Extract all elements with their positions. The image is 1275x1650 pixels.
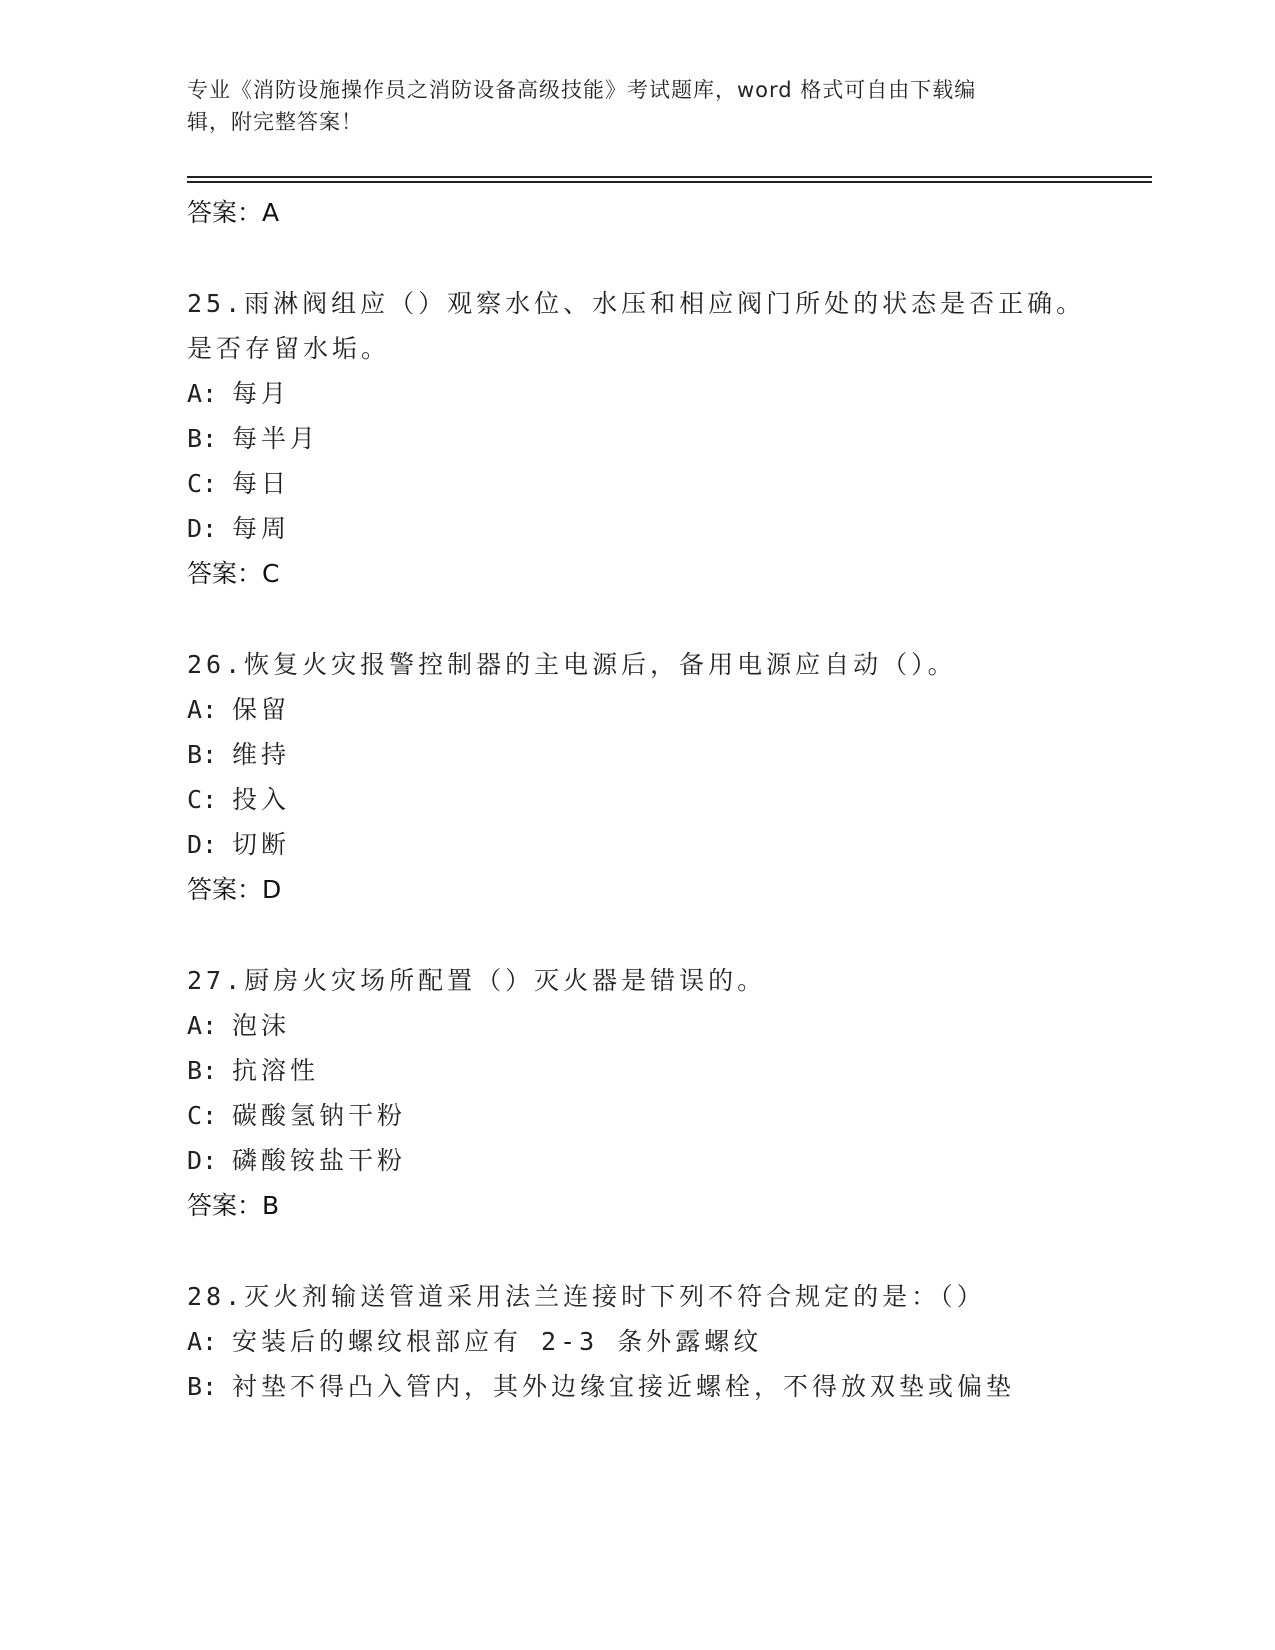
- question-25: [187, 281, 1147, 596]
- question-28: [187, 1274, 1147, 1409]
- option-letter: C:: [187, 469, 218, 498]
- header-divider-bottom: [187, 181, 1152, 183]
- option-b: [187, 1364, 1147, 1409]
- option-letter: B:: [187, 740, 218, 769]
- option-text: 抗溶性: [232, 1056, 320, 1085]
- option-text: 每月: [232, 379, 291, 408]
- document-header: [187, 74, 1067, 138]
- option-text: 切断: [232, 830, 291, 859]
- option-letter: D:: [187, 514, 218, 543]
- option-letter: C:: [187, 1101, 218, 1130]
- option-letter: C:: [187, 785, 218, 814]
- header-line-1: 专业《消防设施操作员之消防设备高级技能》考试题库，word 格式可自由下载编: [187, 78, 977, 102]
- question-stem: 28.灭火剂输送管道采用法兰连接时下列不符合规定的是：（）: [187, 1282, 986, 1311]
- option-text: 每半月: [232, 424, 320, 453]
- option-a: [187, 371, 1147, 416]
- header-divider-top: [187, 176, 1152, 178]
- option-text: 每周: [232, 514, 291, 543]
- option-letter: A:: [187, 1011, 218, 1040]
- option-letter: B:: [187, 424, 218, 453]
- answer-line: 答案：D: [187, 875, 282, 904]
- option-letter: D:: [187, 1146, 218, 1175]
- option-text: 衬垫不得凸入管内，其外边缘宜接近螺栓，不得放双垫或偏垫: [232, 1372, 1016, 1401]
- option-text: 泡沫: [232, 1011, 291, 1040]
- question-stem-continued: 是否存留水垢。: [187, 334, 391, 363]
- option-a: [187, 1003, 1147, 1048]
- question-27: [187, 958, 1147, 1228]
- question-stem: 26.恢复火灾报警控制器的主电源后，备用电源应自动（）。: [187, 650, 957, 679]
- option-text: 磷酸铵盐干粉: [232, 1146, 407, 1175]
- answer-line: 答案：B: [187, 1191, 280, 1220]
- option-c: [187, 777, 1147, 822]
- option-b: [187, 732, 1147, 777]
- question-stem: 27.厨房火灾场所配置（）灭火器是错误的。: [187, 966, 767, 995]
- question-list: [187, 190, 1147, 1409]
- option-letter: A:: [187, 379, 218, 408]
- option-text: 保留: [232, 695, 291, 724]
- spacer: [187, 912, 1147, 958]
- option-d: [187, 1138, 1147, 1183]
- option-text: 投入: [232, 785, 291, 814]
- spacer: [187, 596, 1147, 642]
- option-text: 安装后的螺纹根部应有 2-3 条外露螺纹: [232, 1327, 763, 1356]
- option-b: [187, 416, 1147, 461]
- option-a: [187, 687, 1147, 732]
- option-letter: A:: [187, 1327, 218, 1356]
- question-26: [187, 642, 1147, 912]
- spacer: [187, 235, 1147, 281]
- option-letter: B:: [187, 1372, 218, 1401]
- option-c: [187, 461, 1147, 506]
- option-text: 每日: [232, 469, 291, 498]
- header-line-2: 辑，附完整答案！: [187, 110, 363, 134]
- option-d: [187, 506, 1147, 551]
- option-text: 维持: [232, 740, 291, 769]
- answer-line: 答案：A: [187, 198, 280, 227]
- answer-line: 答案：C: [187, 559, 280, 588]
- option-letter: B:: [187, 1056, 218, 1085]
- option-letter: D:: [187, 830, 218, 859]
- option-text: 碳酸氢钠干粉: [232, 1101, 407, 1130]
- option-c: [187, 1093, 1147, 1138]
- option-a: [187, 1319, 1147, 1364]
- spacer: [187, 1228, 1147, 1274]
- option-b: [187, 1048, 1147, 1093]
- question-stem: 25.雨淋阀组应（）观察水位、水压和相应阀门所处的状态是否正确。: [187, 289, 1086, 318]
- option-letter: A:: [187, 695, 218, 724]
- option-d: [187, 822, 1147, 867]
